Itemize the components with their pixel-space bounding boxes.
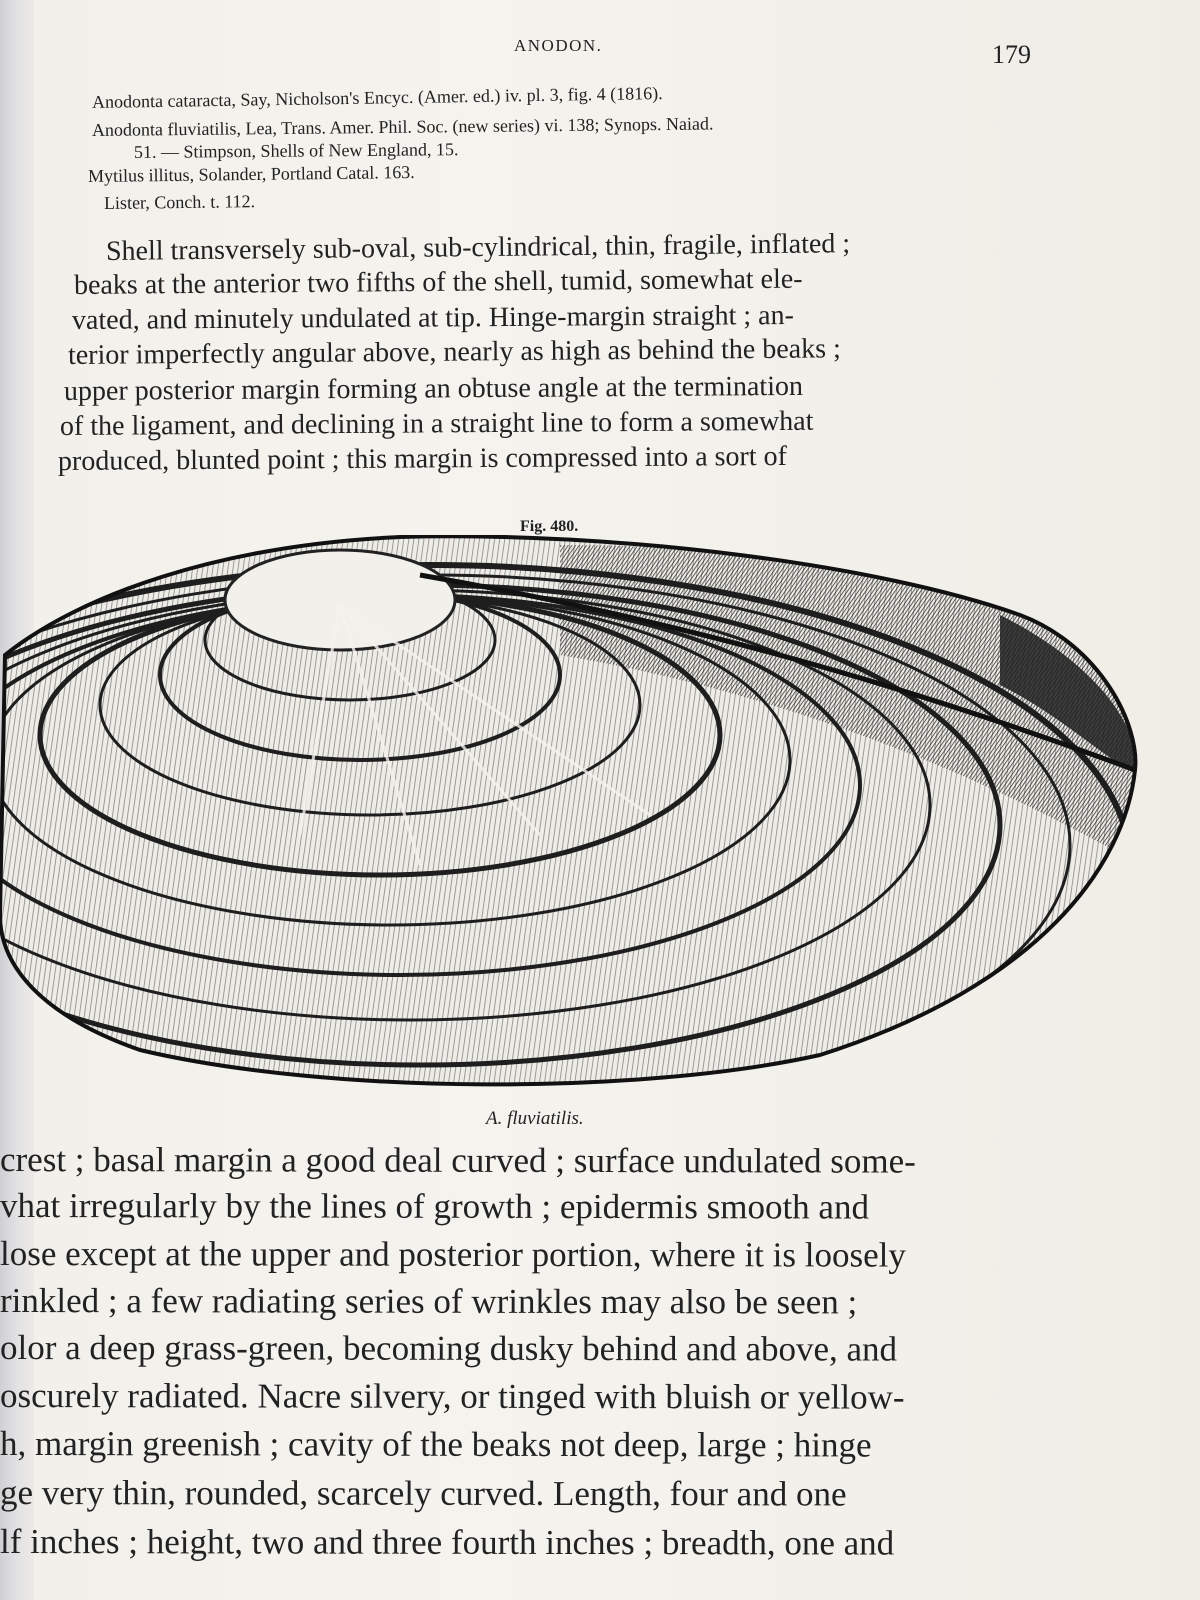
body-line: terior imperfectly angular above, nearly as high as behind the beaks ; xyxy=(67,333,841,371)
body-line: olor a deep grass-green, becoming dusky behind and above, and xyxy=(0,1328,898,1369)
body-line: ge very thin, rounded, scarcely curved. Length, four and one xyxy=(0,1473,847,1514)
synonymy-line: Anodonta cataracta, Say, Nicholson's Encyc. (Amer. ed.) iv. pl. 3, fig. 4 (1816). xyxy=(91,83,663,112)
synonymy-line: 51. — Stimpson, Shells of New England, 15. xyxy=(133,139,459,162)
body-line: crest ; basal margin a good deal curved ; surface undulated some- xyxy=(0,1140,916,1181)
figure-label: Fig. 480. xyxy=(520,518,579,535)
body-line: Shell transversely sub-oval, sub-cylindrical, thin, fragile, inflated ; xyxy=(105,228,851,267)
body-line: beaks at the anterior two fifths of the shell, tumid, somewhat ele- xyxy=(73,263,803,301)
shell-illustration xyxy=(0,535,1200,1095)
body-line: vated, and minutely undulated at tip. Hinge-margin straight ; an- xyxy=(71,299,794,336)
synonymy-line: Lister, Conch. t. 112. xyxy=(103,191,256,213)
body-line: rinkled ; a few radiating series of wrinkles may also be seen ; xyxy=(0,1281,858,1322)
body-line: of the ligament, and declining in a straight line to form a somewhat xyxy=(59,405,814,442)
synonymy-line: Mytilus illitus, Solander, Portland Catal. 163. xyxy=(87,162,415,186)
body-line: oscurely radiated. Nacre silvery, or tinged with bluish or yellow- xyxy=(0,1376,905,1417)
running-header: ANODON. xyxy=(514,36,603,55)
body-line: h, margin greenish ; cavity of the beaks not deep, large ; hinge xyxy=(0,1424,872,1465)
body-line: lf inches ; height, two and three fourth inches ; breadth, one and xyxy=(0,1522,895,1563)
body-line: upper posterior margin forming an obtuse angle at the termination xyxy=(63,370,804,407)
page-number: 179 xyxy=(992,40,1031,69)
body-line: produced, blunted point ; this margin is compressed into a sort of xyxy=(57,440,788,477)
body-line: vhat irregularly by the lines of growth ; epidermis smooth and xyxy=(0,1186,870,1227)
synonymy-line: Anodonta fluviatilis, Lea, Trans. Amer. Phil. Soc. (new series) vi. 138; Synops. Naiad. xyxy=(91,113,714,140)
figure-caption: A. fluviatilis. xyxy=(486,1108,584,1129)
body-line: lose except at the upper and posterior portion, where it is loosely xyxy=(0,1234,906,1275)
